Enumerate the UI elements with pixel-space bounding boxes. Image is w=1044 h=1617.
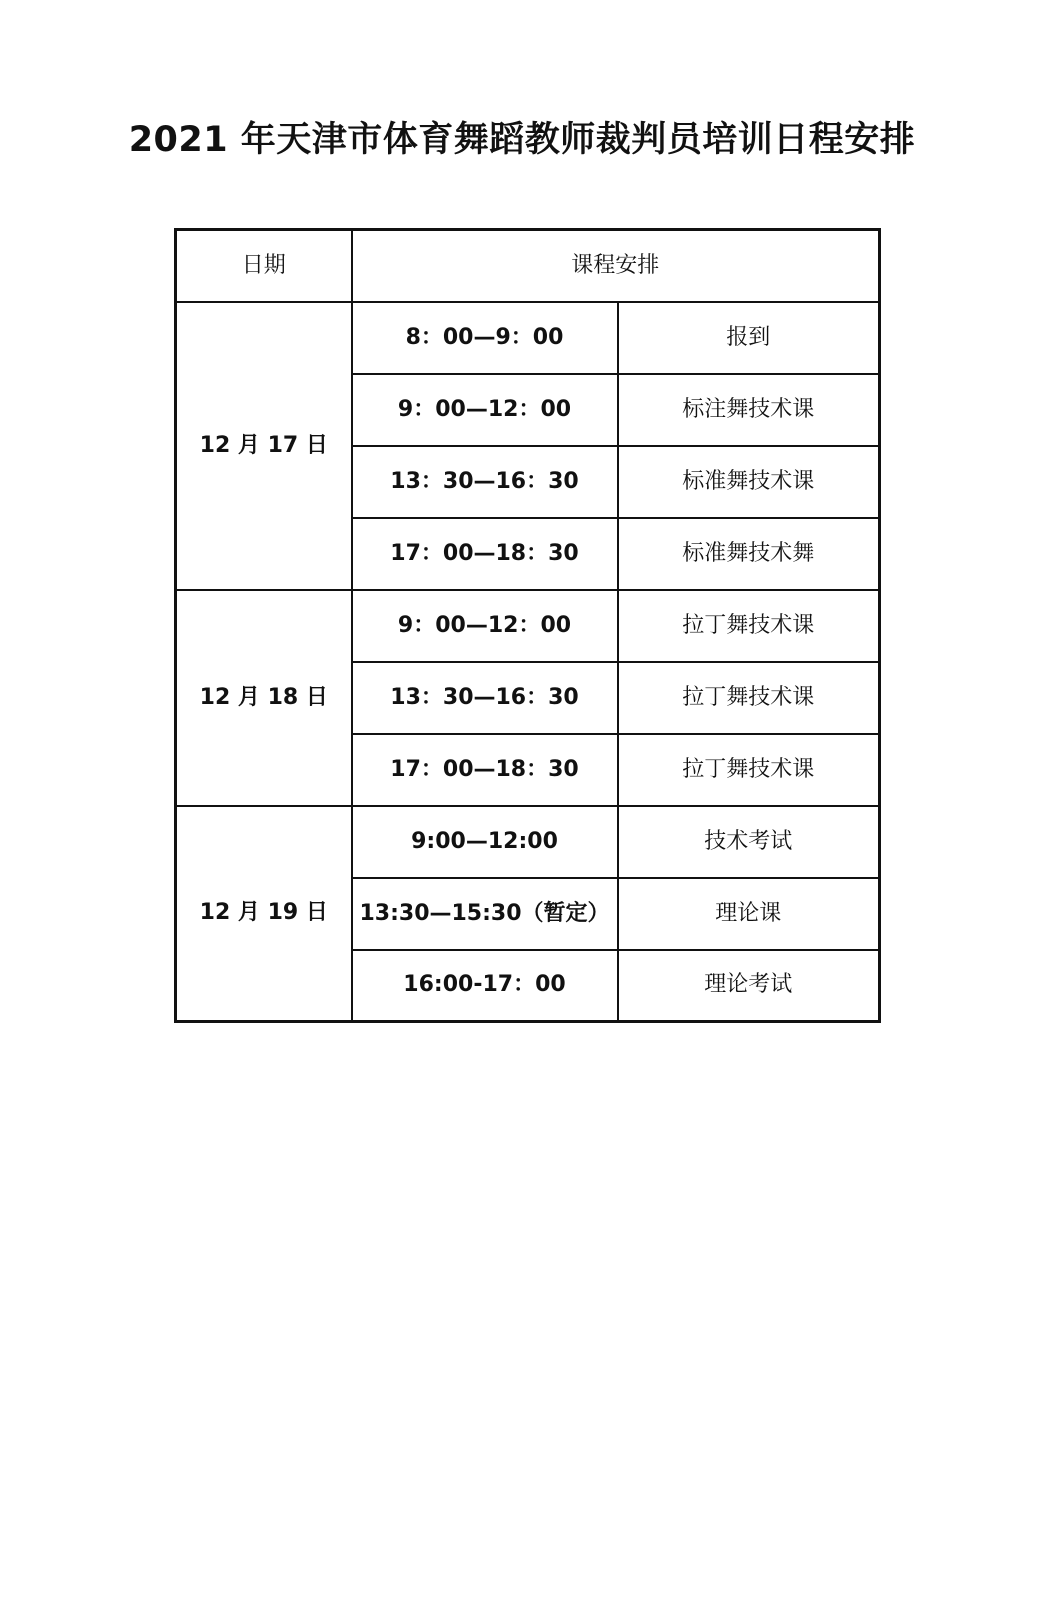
course-cell: 理论课 bbox=[618, 878, 880, 950]
time-cell: 13：30—16：30 bbox=[352, 446, 618, 518]
time-cell: 9:00—12:00 bbox=[352, 806, 618, 878]
course-cell: 理论考试 bbox=[618, 950, 880, 1022]
time-cell: 8：00—9：00 bbox=[352, 302, 618, 374]
time-cell: 13:30—15:30（暂定） bbox=[352, 878, 618, 950]
course-cell: 拉丁舞技术课 bbox=[618, 662, 880, 734]
course-cell: 标注舞技术课 bbox=[618, 374, 880, 446]
table-row bbox=[176, 590, 880, 662]
time-cell: 16:00-17：00 bbox=[352, 950, 618, 1022]
page-title: 2021 年天津市体育舞蹈教师裁判员培训日程安排 bbox=[128, 120, 916, 160]
header-schedule: 课程安排 bbox=[352, 230, 880, 302]
course-cell: 拉丁舞技术课 bbox=[618, 590, 880, 662]
course-cell: 标准舞技术舞 bbox=[618, 518, 880, 590]
date-cell: 12 月 18 日 bbox=[176, 590, 352, 806]
table-row bbox=[176, 806, 880, 878]
course-cell: 拉丁舞技术课 bbox=[618, 734, 880, 806]
time-cell: 9：00—12：00 bbox=[352, 590, 618, 662]
date-cell: 12 月 19 日 bbox=[176, 806, 352, 1022]
course-cell: 技术考试 bbox=[618, 806, 880, 878]
time-cell: 9：00—12：00 bbox=[352, 374, 618, 446]
header-date: 日期 bbox=[176, 230, 352, 302]
schedule-table bbox=[174, 228, 881, 1023]
course-cell: 报到 bbox=[618, 302, 880, 374]
time-cell: 17：00—18：30 bbox=[352, 734, 618, 806]
course-cell: 标准舞技术课 bbox=[618, 446, 880, 518]
table-row bbox=[176, 302, 880, 374]
table-header-row bbox=[176, 230, 880, 302]
date-cell: 12 月 17 日 bbox=[176, 302, 352, 590]
time-cell: 17：00—18：30 bbox=[352, 518, 618, 590]
time-cell: 13：30—16：30 bbox=[352, 662, 618, 734]
